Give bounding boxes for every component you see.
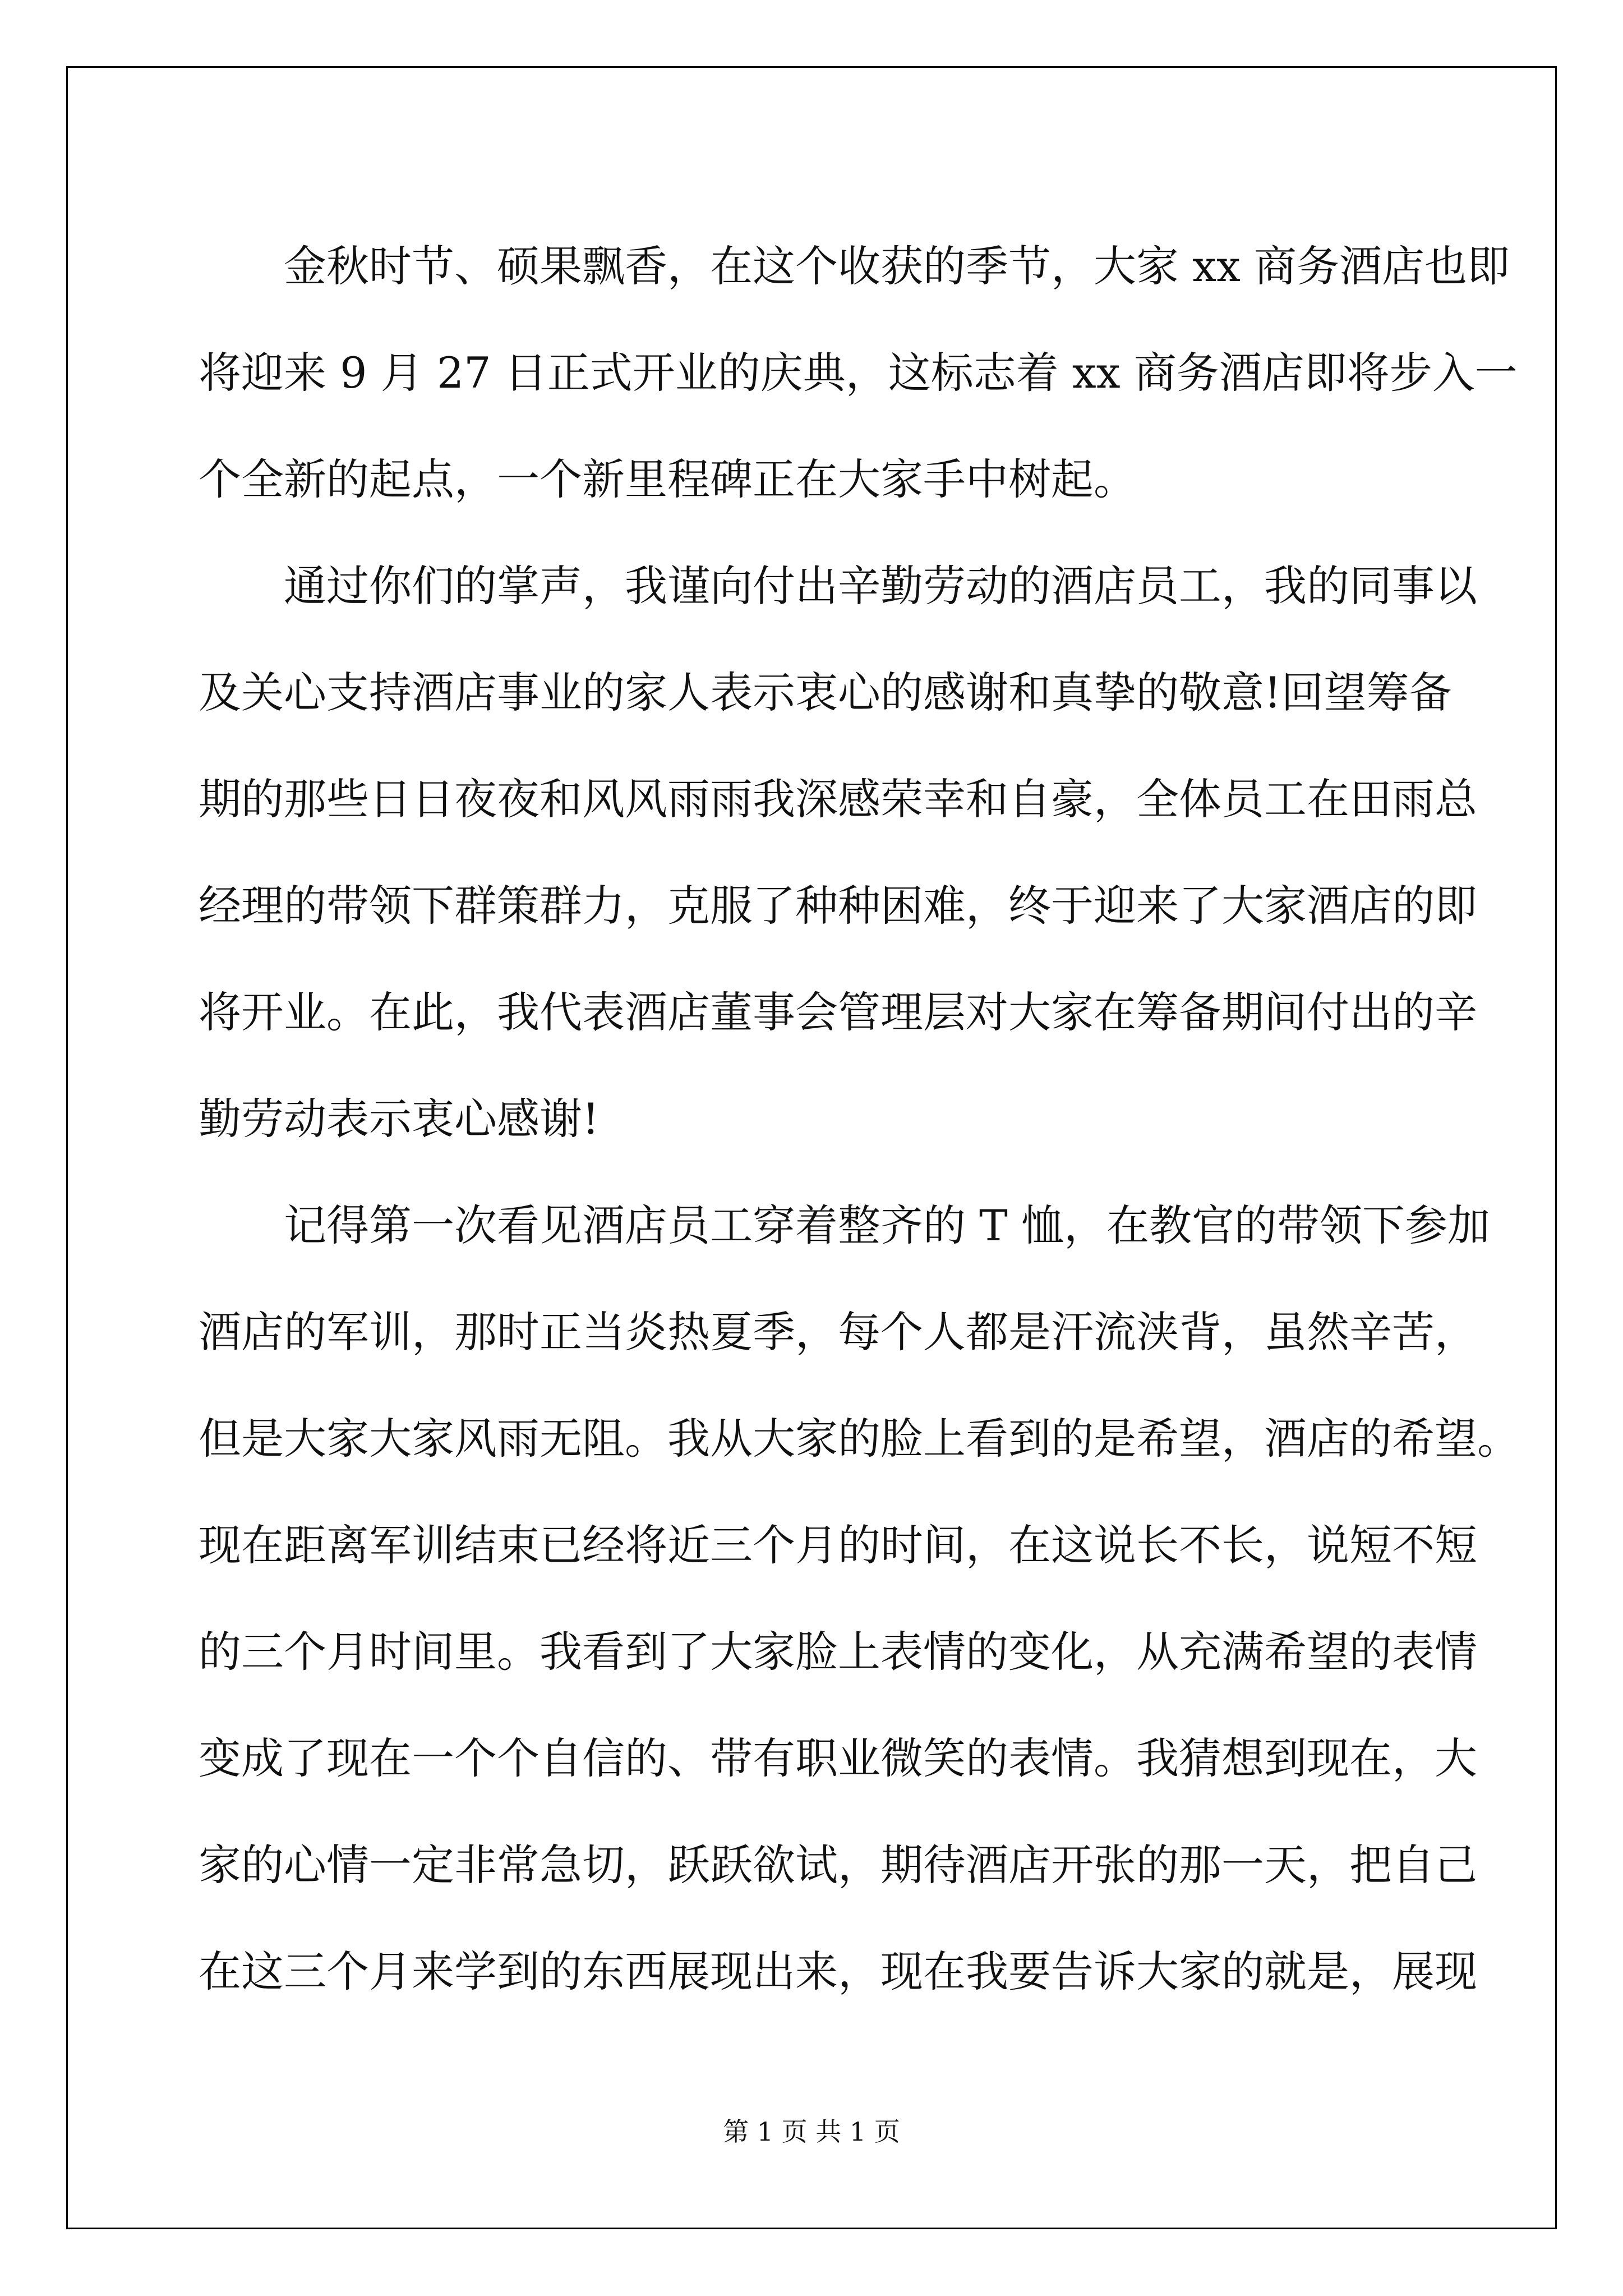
document-body: [199, 213, 1520, 2025]
text-line: 的三个月时间里。我看到了大家脸上表情的变化，从充满希望的表情: [199, 1627, 1477, 1677]
text-line: 期的那些日日夜夜和风风雨雨我深感荣幸和自豪，全体员工在田雨总: [199, 774, 1477, 824]
text-line: 记得第一次看见酒店员工穿着整齐的 T 恤，在教官的带领下参加: [284, 1200, 1491, 1250]
text-line: 经理的带领下群策群力，克服了种种困难，终于迎来了大家酒店的即: [199, 881, 1477, 931]
text-line: 酒店的军训，那时正当炎热夏季，每个人都是汗流浃背，虽然辛苦，: [199, 1307, 1477, 1357]
text-line: 变成了现在一个个自信的、带有职业微笑的表情。我猜想到现在，大: [199, 1733, 1477, 1783]
text-line: 在这三个月来学到的东西展现出来，现在我要告诉大家的就是，展现: [199, 1947, 1477, 1996]
page-number: 第 1 页 共 1 页: [723, 2116, 900, 2147]
text-line: 现在距离军训结束已经将近三个月的时间，在这说长不长，说短不短: [199, 1520, 1477, 1570]
text-line: 通过你们的掌声，我谨向付出辛勤劳动的酒店员工，我的同事以: [284, 561, 1477, 611]
text-line: 个全新的起点，一个新里程碑正在大家手中树起。: [199, 454, 1136, 504]
text-line: 及关心支持酒店事业的家人表示衷心的感谢和真挚的敬意!回望筹备: [199, 668, 1452, 717]
page-footer: [0, 2115, 1623, 2148]
text-line: 但是大家大家风雨无阻。我从大家的脸上看到的是希望，酒店的希望。: [199, 1414, 1520, 1464]
text-line: 勤劳动表示衷心感谢!: [199, 1094, 600, 1144]
text-line: 将开业。在此，我代表酒店董事会管理层对大家在筹备期间付出的辛: [199, 987, 1477, 1037]
text-line: 家的心情一定非常急切，跃跃欲试，期待酒店开张的那一天，把自己: [199, 1840, 1477, 1890]
text-line: 金秋时节、硕果飘香，在这个收获的季节，大家 xx 商务酒店也即: [284, 241, 1510, 291]
text-line: 将迎来 9 月 27 日正式开业的庆典，这标志着 xx 商务酒店即将步入一: [199, 348, 1518, 398]
